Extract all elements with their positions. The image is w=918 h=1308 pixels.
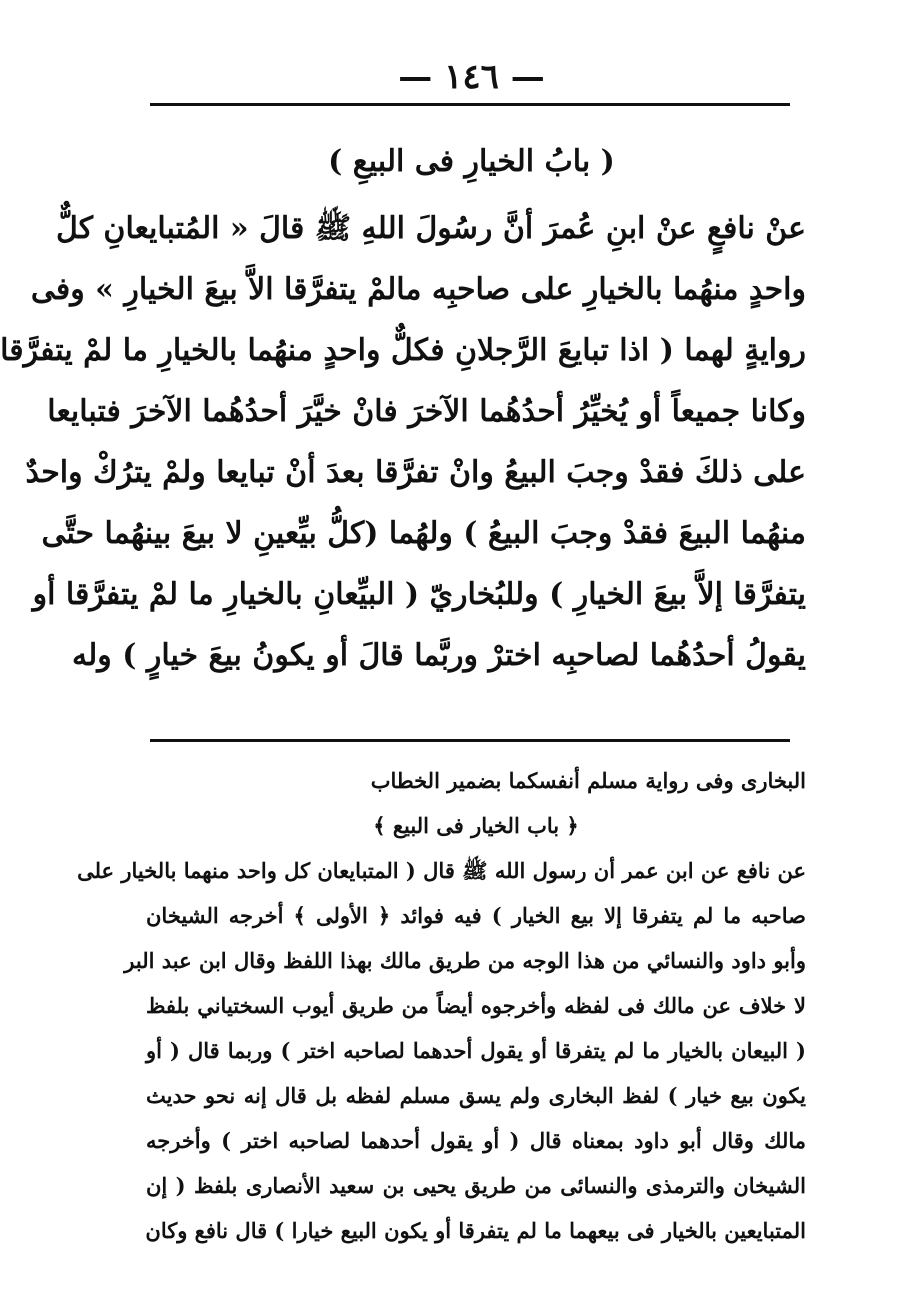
commentary-line: الشيخان والترمذى والنسائى من طريق يحيى بن سعيد الأنصارى بلفظ ( إن [146,1173,806,1198]
commentary-line: يكون بيع خيار ) لفظ البخارى ولم يسق مسلم لفظه بل قال إنه نحو حديث [146,1083,806,1108]
page-number: — ١٤٦ — [398,57,545,97]
commentary-line: عن نافع عن ابن عمر أن رسول الله ﷺ قال ( المتبايعان كل واحد منهما بالخيار على [77,858,806,883]
main-text-line: روايةٍ لهما ( اذا تبايعَ الرَّجلانِ فكلٌّ واحدٍ منهُما بالخيارِ ما لمْ يتفرَّقا [0,333,806,368]
main-text-line: يقولُ أحدُهُما لصاحبِه اخترْ وربَّما قالَ أو يكونُ بيعَ خيارٍ ) وله [72,638,806,673]
commentary-line: وأبو داود والنسائي من هذا الوجه من طريق مالك بهذا اللفظ وقال ابن عبد البر [124,948,806,973]
commentary-block [77,758,806,1253]
commentary-line: صاحبه ما لم يتفرقا إلا بيع الخيار ) فيه فوائد ﴿ الأولى ﴾ أخرجه الشيخان [146,903,806,928]
main-text-block [0,198,806,686]
commentary-line: المتبايعين بالخيار فى بيعهما ما لم يتفرقا أو يكون البيع خيارا ) قال نافع وكان [145,1218,806,1243]
main-text-line: واحدٍ منهُما بالخيارِ على صاحبِه مالمْ يتفرَّقا الاَّ بيعَ الخيارِ » وفى [30,272,806,307]
footnote-separator-rule [150,739,790,742]
main-text-line: منهُما البيعَ فقدْ وجبَ البيعُ ) ولهُما (كلُّ بيِّعينِ لا بيعَ بينهُما حتَّى [41,516,806,551]
commentary-line: البخارى وفى رواية مسلم أنفسكما بضمير الخطاب [370,768,806,793]
commentary-line: لا خلاف عن مالك فى لفظه وأخرجوه أيضاً من طريق أيوب السختياني بلفظ [146,993,806,1018]
main-text-line: عنْ نافعٍ عنْ ابنِ عُمرَ أنَّ رسُولَ اللهِ ﷺ قالَ « المُتبايعانِ كلٌّ [55,211,806,246]
chapter-title: ( بابُ الخيارِ فى البيعِ ) [328,144,615,179]
main-text-line: يتفرَّقا إلاَّ بيعَ الخيارِ ) وللبُخاريّ ( البيِّعانِ بالخيارِ ما لمْ يتفرَّقا أو [32,577,806,612]
main-text-line: وكانا جميعاً أو يُخيِّرُ أحدُهُما الآخرَ فانْ خيَّرَ أحدُهُما الآخرَ فتبايعا [47,394,806,429]
header-rule [150,103,790,106]
commentary-line: ( البيعان بالخيار ما لم يتفرقا أو يقول أحدهما لصاحبه اختر ) وربما قال ( أو [146,1038,806,1063]
commentary-line: مالك وقال أبو داود بمعناه قال ( أو يقول أحدهما لصاحبه اختر ) وأخرجه [146,1128,806,1153]
commentary-section-heading: ﴿ باب الخيار فى البيع ﴾ [373,813,579,838]
main-text-line: على ذلكَ فقدْ وجبَ البيعُ وانْ تفرَّقا بعدَ أنْ تبايعا ولمْ يترُكْ واحدٌ [25,455,806,490]
